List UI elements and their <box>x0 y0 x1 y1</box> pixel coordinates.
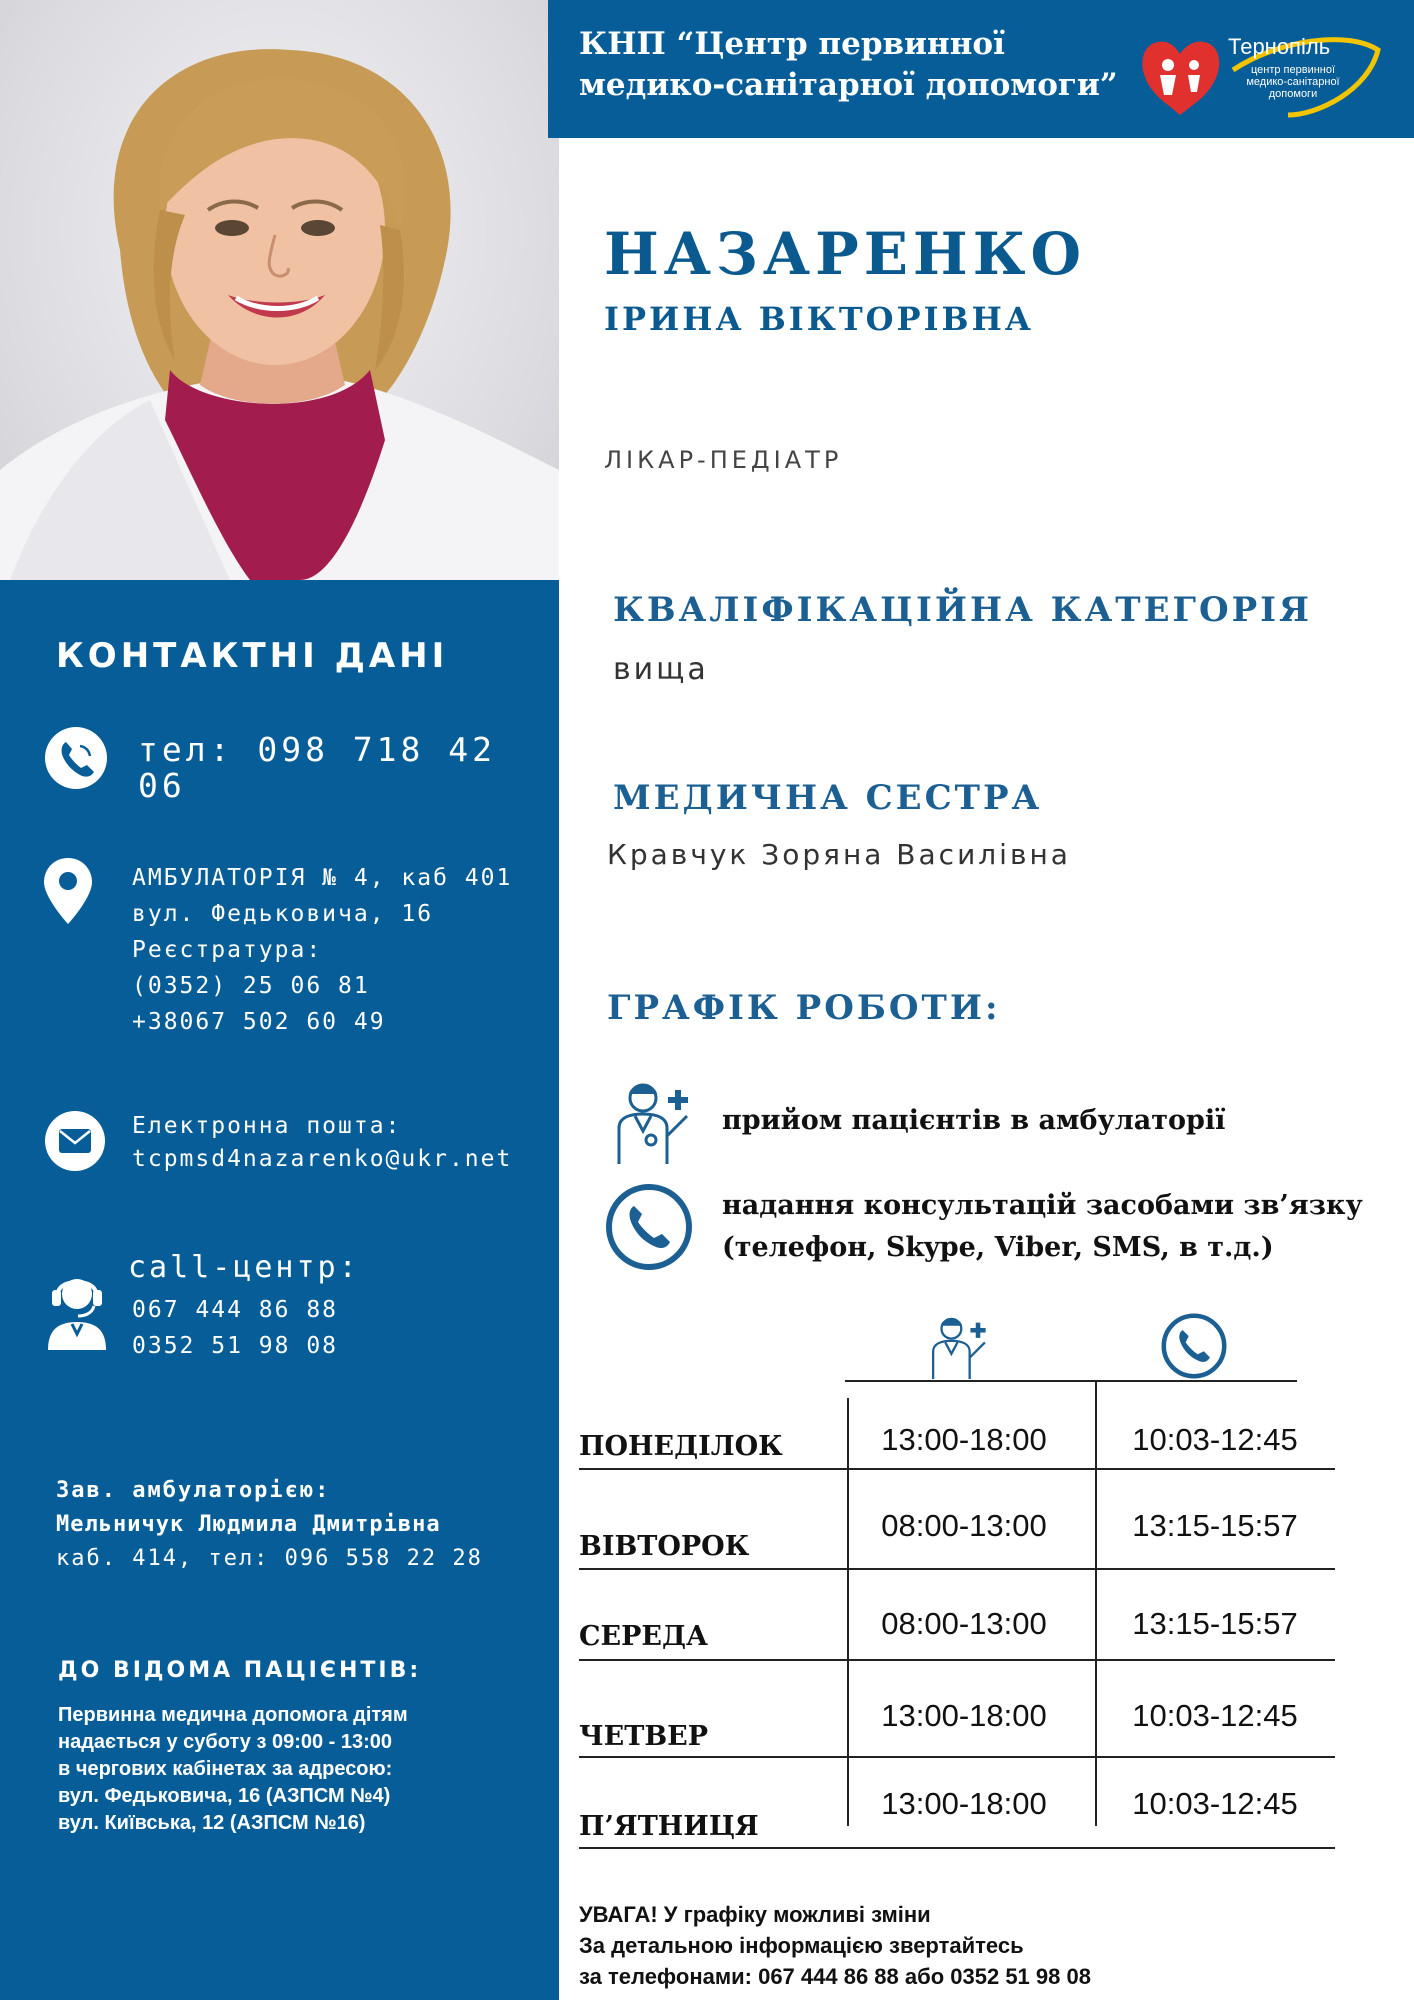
organization-title <box>579 24 1119 106</box>
doctor-photo <box>0 0 559 580</box>
schedule-consult-time: 10:03-12:45 <box>1132 1422 1298 1457</box>
patient-info-line: в чергових кабінетах за адресою: <box>58 1758 393 1780</box>
phone-icon <box>604 1182 694 1272</box>
table-header-line <box>845 1380 1297 1382</box>
head-name: Мельничук Людмила Дмитрівна <box>56 1512 441 1537</box>
schedule-day: ЧЕТВЕР <box>579 1721 709 1752</box>
address-line: АМБУЛАТОРІЯ № 4, каб 401 <box>132 865 513 891</box>
contact-phone[interactable]: тел: 098 718 42 06 <box>138 730 497 805</box>
schedule-day: СЕРЕДА <box>579 1621 708 1652</box>
nurse-name: Кравчук Зоряна Василівна <box>607 838 1071 871</box>
address-line: (0352) 25 06 81 <box>132 973 370 999</box>
organization-title-line1: КНП “Центр первинної <box>579 26 1005 62</box>
callcenter-phones <box>132 1292 338 1364</box>
callcenter-phone[interactable]: 067 444 86 88 <box>132 1297 339 1323</box>
head-of-clinic <box>56 1474 483 1576</box>
patient-info-line: вул. Київська, 12 (АЗПСМ №16) <box>58 1812 366 1834</box>
legend-consult-line1: надання консультацій засобами зв’язку <box>722 1190 1363 1221</box>
notice-line1: УВАГА! У графіку можливі зміни <box>579 1902 931 1927</box>
schedule-clinic-time: 08:00-13:00 <box>881 1508 1047 1543</box>
contacts-heading: КОНТАКТНІ ДАНІ <box>56 636 449 676</box>
logo-subtitle-line1: центр первинної <box>1250 64 1336 76</box>
legend-consult-line2: (телефон, Skype, Viber, SMS, в т.д.) <box>722 1232 1274 1263</box>
patient-info-line: Первинна медична допомога дітям <box>58 1704 408 1726</box>
schedule-consult-time: 10:03-12:45 <box>1132 1786 1298 1821</box>
notice-line2: За детальною інформацією звертайтесь <box>579 1933 1024 1958</box>
doctor-portrait-image <box>0 0 559 580</box>
email-label: Електронна пошта: <box>132 1113 402 1139</box>
schedule-row-line <box>579 1756 1335 1758</box>
legend-consult-text <box>722 1185 1363 1269</box>
schedule-consult-time: 13:15-15:57 <box>1132 1508 1298 1543</box>
schedule-clinic-time: 13:00-18:00 <box>881 1422 1047 1457</box>
contact-email-block <box>132 1110 512 1176</box>
organization-logo <box>1138 20 1388 120</box>
schedule-consult-time: 10:03-12:45 <box>1132 1698 1298 1733</box>
schedule-row-line <box>579 1847 1335 1849</box>
table-clinic-icon <box>924 1312 994 1382</box>
notice-line3: за телефонами: 067 444 86 88 або 0352 51 98 08 <box>579 1964 1091 1989</box>
location-pin-icon <box>42 856 94 926</box>
table-divider-right <box>1095 1382 1097 1826</box>
schedule-notice <box>579 1899 1091 1992</box>
email-icon <box>44 1110 106 1172</box>
table-consult-icon <box>1160 1312 1228 1380</box>
legend-clinic-text: прийом пацієнтів в амбулаторії <box>722 1105 1226 1136</box>
schedule-day: ВІВТОРОК <box>579 1531 750 1562</box>
qualification-heading: КВАЛІФІКАЦІЙНА КАТЕГОРІЯ <box>613 590 1313 630</box>
callcenter-phone[interactable]: 0352 51 98 08 <box>132 1333 339 1359</box>
schedule-row-line <box>579 1568 1335 1570</box>
schedule-row-line <box>579 1659 1335 1661</box>
callcenter-label: call-центр: <box>128 1250 360 1285</box>
logo-subtitle-line3: допомоги <box>1268 88 1318 100</box>
schedule-day: ПОНЕДІЛОК <box>579 1431 783 1462</box>
address-line: Реєстратура: <box>132 937 323 963</box>
doctor-icon <box>607 1076 699 1168</box>
patient-info-line: вул. Федьковича, 16 (АЗПСМ №4) <box>58 1785 391 1807</box>
patient-info-heading: ДО ВІДОМА ПАЦІЄНТІВ: <box>58 1658 422 1683</box>
patient-info-text <box>58 1702 408 1837</box>
call-center-icon <box>44 1268 110 1350</box>
schedule-clinic-time: 13:00-18:00 <box>881 1698 1047 1733</box>
phone-icon <box>44 726 108 790</box>
schedule-day: П’ЯТНИЦЯ <box>579 1811 759 1842</box>
address-line: +38067 502 60 49 <box>132 1009 386 1035</box>
patient-info-line: надається у суботу з 09:00 - 13:00 <box>58 1731 393 1753</box>
schedule-heading: ГРАФІК РОБОТИ: <box>607 988 1001 1028</box>
head-contact: каб. 414, тел: 096 558 22 28 <box>56 1546 483 1571</box>
doctor-position: ЛІКАР-ПЕДІАТР <box>604 446 843 474</box>
logo-subtitle <box>1238 64 1348 100</box>
head-label: Зав. амбулаторією: <box>56 1478 331 1503</box>
qualification-value: вища <box>613 652 709 687</box>
logo-subtitle-line2: медико-санітарної <box>1246 76 1340 88</box>
doctor-given-names: ІРИНА ВІКТОРІВНА <box>604 300 1034 338</box>
schedule-row-line <box>579 1468 1335 1470</box>
header-banner <box>548 0 1414 138</box>
address-line: вул. Федьковича, 16 <box>132 901 434 927</box>
schedule-clinic-time: 13:00-18:00 <box>881 1786 1047 1821</box>
contact-address <box>132 860 512 1040</box>
logo-city-text: Тернопіль <box>1228 34 1331 59</box>
schedule-consult-time: 13:15-15:57 <box>1132 1606 1298 1641</box>
organization-title-line2: медико-санітарної допомоги” <box>579 67 1118 103</box>
doctor-surname: НАЗАРЕНКО <box>604 220 1087 288</box>
email-link[interactable]: tcpmsd4nazarenko@ukr.net <box>132 1146 513 1172</box>
nurse-heading: МЕДИЧНА СЕСТРА <box>613 778 1043 818</box>
schedule-clinic-time: 08:00-13:00 <box>881 1606 1047 1641</box>
contacts-panel <box>0 580 559 2000</box>
